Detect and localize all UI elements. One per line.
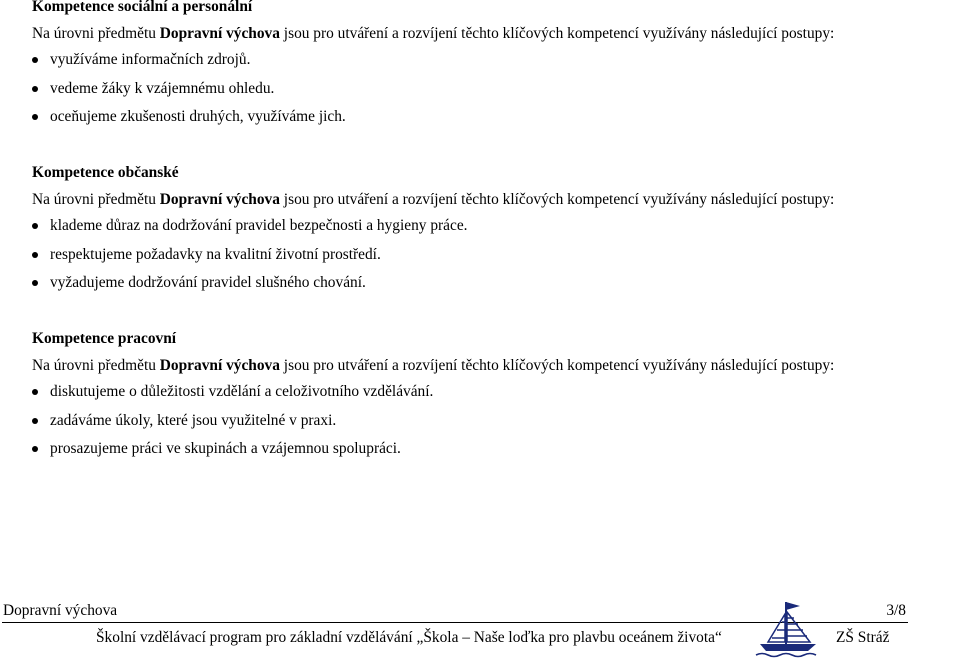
section-intro — [32, 190, 932, 210]
list-item — [32, 50, 932, 70]
bullet-icon — [32, 389, 38, 395]
list-item-text: respektujeme požadavky na kvalitní životní prostředí. — [50, 245, 381, 263]
intro-subject: Dopravní výchova — [159, 357, 280, 374]
bullet-list — [32, 50, 932, 127]
list-item — [32, 245, 932, 265]
intro-prefix: Na úrovni předmětu — [32, 357, 160, 374]
bullet-icon — [32, 86, 38, 92]
list-item-text: využíváme informačních zdrojů. — [50, 51, 251, 68]
list-item-text: vyžadujeme dodržování pravidel slušného chování. — [50, 274, 366, 292]
list-item — [32, 411, 932, 431]
section-title: Kompetence občanské — [32, 164, 179, 181]
section-work — [32, 329, 932, 468]
bullet-icon — [32, 114, 38, 120]
bullet-icon — [32, 252, 38, 258]
bullet-icon — [32, 446, 38, 452]
list-item — [32, 382, 932, 402]
bullet-icon — [32, 57, 38, 63]
list-item — [32, 107, 932, 127]
bullet-icon — [32, 223, 38, 229]
list-item — [32, 439, 932, 459]
bullet-list — [32, 216, 932, 293]
list-item-text: diskutujeme o důležitosti vzdělání a celoživotního vzdělávání. — [50, 383, 434, 400]
page-number: 3/8 — [886, 602, 906, 619]
section-intro — [32, 356, 932, 376]
section-social-personal — [32, 0, 932, 136]
footer-subject: Dopravní výchova — [3, 602, 118, 619]
list-item-text: vedeme žáky k vzájemnému ohledu. — [50, 79, 275, 97]
intro-suffix: jsou pro utváření a rozvíjení těchto klíčových kompetencí využívány následující postupy: — [279, 357, 835, 374]
list-item-text: prosazujeme práci ve skupinách a vzájemnou spolupráci. — [50, 440, 401, 458]
list-item — [32, 79, 932, 99]
intro-suffix: jsou pro utváření a rozvíjení těchto klíčových kompetencí využívány následující postupy: — [279, 25, 835, 42]
intro-prefix: Na úrovni předmětu — [32, 191, 160, 208]
list-item-text: oceňujeme zkušenosti druhých, využíváme jich. — [50, 108, 346, 126]
list-item-text: klademe důraz na dodržování pravidel bezpečnosti a hygieny práce. — [50, 217, 468, 234]
bullet-icon — [32, 418, 38, 424]
section-title: Kompetence sociální a personální — [32, 0, 253, 15]
intro-subject: Dopravní výchova — [159, 191, 280, 208]
footer-school: ZŠ Stráž — [836, 629, 890, 646]
footer-program: Školní vzdělávací program pro základní vzdělávání „Škola – Naše loďka pro plavbu oceánem života“ — [96, 629, 722, 646]
section-title: Kompetence pracovní — [32, 330, 177, 347]
sailboat-logo-icon — [752, 600, 824, 658]
intro-prefix: Na úrovni předmětu — [32, 25, 160, 42]
section-civic — [32, 163, 932, 302]
list-item — [32, 273, 932, 293]
bullet-list — [32, 382, 932, 459]
bullet-icon — [32, 280, 38, 286]
intro-suffix: jsou pro utváření a rozvíjení těchto klíčových kompetencí využívány následující postupy: — [279, 191, 835, 208]
section-intro — [32, 24, 932, 44]
list-item-text: zadáváme úkoly, které jsou využitelné v praxi. — [50, 411, 337, 429]
intro-subject: Dopravní výchova — [159, 25, 280, 42]
list-item — [32, 216, 932, 236]
